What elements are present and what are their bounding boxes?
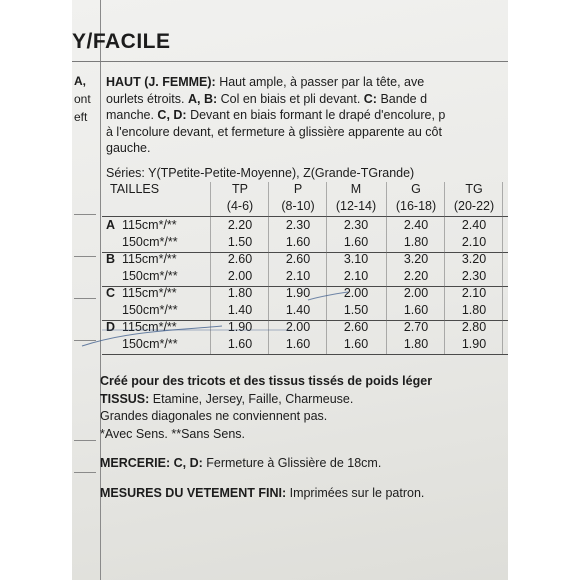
yardage-value: 1.60 [285,337,311,351]
created-for-text: Créé pour des tricots et des tissus tissés de poids léger [100,374,433,388]
description-text: Haut ample, à passer par la tête, ave [215,75,425,89]
yardage-value: 2.10 [461,235,487,249]
fabric-width: 115cm*/** [122,252,177,266]
yardage-value: 1.40 [227,303,253,317]
yardage-value: 1.50 [343,303,369,317]
size-header: G [411,182,421,196]
description-text: Bande d [376,91,428,106]
yardage-value: 2.20 [227,218,253,232]
fabrics-list: Etamine, Jersey, Faille, Charmeuse. [149,391,354,406]
yardage-value: 2.00 [403,286,429,300]
yardage-value: 1.60 [227,337,253,351]
description-text: ourlets étroits. [106,91,188,106]
series-line: Séries: Y(TPetite-Petite-Moyenne), Z(Grande-TGrande) [106,166,415,180]
left-fragment: A, [74,74,86,88]
yardage-value: 2.10 [461,286,487,300]
size-header: P [293,182,303,196]
size-header: TP [232,182,248,196]
yardage-value: 1.80 [461,303,487,317]
yardage-value: 2.40 [403,218,429,232]
yardage-value: 2.00 [343,286,369,300]
nap-note: *Avec Sens. **Sans Sens. [100,426,245,441]
yardage-value: 2.20 [403,269,429,283]
view-letter: C [106,286,116,300]
yardage-value: 1.80 [403,337,429,351]
yardage-value: 1.60 [343,235,369,249]
fabric-width: 150cm*/** [122,269,178,283]
view-letter: D [106,320,116,334]
yardage-value: 1.90 [285,286,311,300]
yardage-value: 2.60 [343,320,369,334]
finished-text: Imprimées sur le patron. [286,486,425,500]
fabrics-label: TISSUS: [100,391,150,406]
pattern-envelope [72,0,508,580]
notions-text: Fermeture à Glissière de 18cm. [202,456,382,470]
yardage-value: 2.70 [403,320,429,334]
left-fragment: eft [74,110,88,124]
description-text: manche. [106,108,158,122]
yardage-value: 3.10 [343,252,369,266]
yardage-value: 1.80 [403,235,429,249]
yardage-value: 1.80 [227,286,253,300]
yardage-value: 2.30 [285,218,311,232]
yardage-value: 1.60 [403,303,429,317]
description-label: HAUT (J. FEMME): [106,75,216,89]
fabric-width: 115cm*/** [122,218,177,232]
view-letter: B [106,252,116,266]
left-fragment: ont [74,92,91,106]
yardage-value: 2.80 [461,320,487,334]
yardage-value: 1.40 [285,303,311,317]
diagonals-note: Grandes diagonales ne conviennent pas. [100,409,328,423]
brand-title: Y/FACILE [72,30,171,53]
yardage-value: 1.60 [343,337,369,351]
size-range: (20-22) [453,199,495,213]
fabric-width: 115cm*/** [122,320,177,334]
fabric-width: 150cm*/** [122,337,178,351]
yardage-value: 2.00 [227,269,253,283]
size-header: TG [465,182,483,196]
yardage-value: 2.60 [227,252,253,266]
fabric-width: 150cm*/** [122,235,178,249]
view-label: A, B: [187,91,218,106]
size-range: (12-14) [335,199,377,213]
description-text: Devant en biais formant le drapé d'encolure, p [186,108,446,122]
yardage-value: 2.00 [285,320,311,334]
view-label: C, D: [157,108,187,122]
pen-marks [72,0,508,580]
yardage-value: 2.10 [285,269,311,283]
view-letter: A [106,218,116,232]
description-text: à l'encolure devant, et fermeture à glissière apparente au côt [106,124,442,139]
fabric-width: 150cm*/** [122,303,178,317]
yardage-value: 1.50 [227,235,253,249]
yardage-value: 2.10 [343,269,369,283]
yardage-value: 3.20 [403,252,429,266]
yardage-value: 2.30 [343,218,369,232]
tailles-label: TAILLES [110,182,160,196]
size-range: (16-18) [395,199,437,213]
description-text: gauche. [106,141,151,155]
yardage-value: 1.90 [227,320,253,334]
size-range: (4-6) [226,199,254,213]
fabric-width: 115cm*/** [122,286,177,300]
yardage-value: 2.40 [461,218,487,232]
yardage-value: 2.60 [285,252,311,266]
notions-label: MERCERIE: C, D: [100,456,203,470]
description-text: Col en biais et pli devant. [217,91,364,106]
view-label: C: [363,91,377,106]
yardage-value: 3.20 [461,252,487,266]
size-header: M [350,182,362,196]
yardage-value: 2.30 [461,269,487,283]
yardage-value: 1.60 [285,235,311,249]
finished-label: MESURES DU VETEMENT FINI: [100,486,287,500]
yardage-value: 1.90 [461,337,487,351]
size-range: (8-10) [281,199,315,213]
